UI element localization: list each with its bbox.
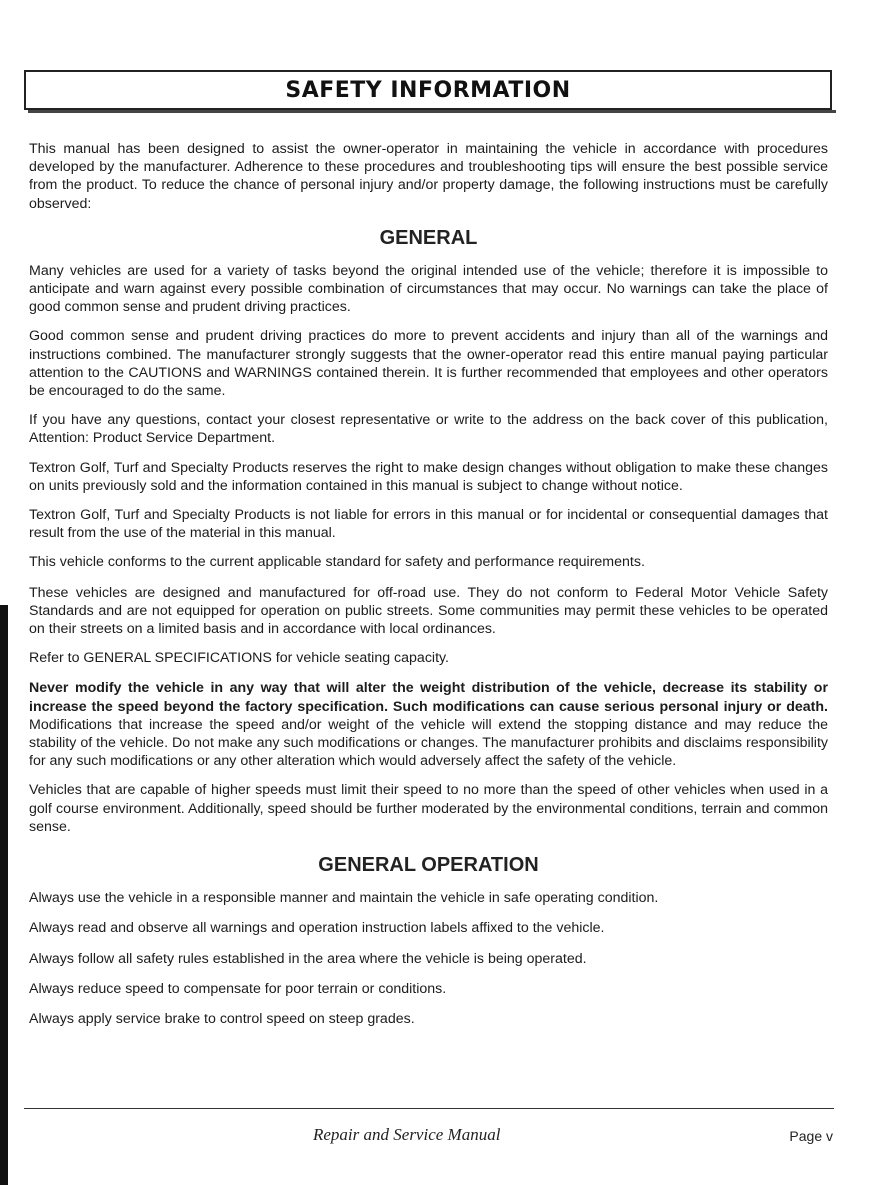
title-underline [28,110,836,113]
general-paragraph-3: If you have any questions, contact your closest representative or write to the address on the back cover of this publication, Attention: Product Service Department. [29,412,828,447]
general-paragraph-7: These vehicles are designed and manufactured for off-road use. They do not conform to Federal Motor Vehicle Safety Standards and are not equipped for operation on public streets. Some communities may permit these vehicles to be operated on their streets on a limited basis and in accordance with local ordinances. [29,584,828,638]
document-body [29,140,828,1040]
general-operation-heading: GENERAL OPERATION [318,854,539,877]
footer-rule [24,1108,834,1109]
footer-manual-title: Repair and Service Manual [313,1125,501,1144]
page-title-box [24,70,832,110]
general-paragraph-2: Good common sense and prudent driving practices do more to prevent accidents and injury than all of the warnings and instructions combined. The manufacturer strongly suggests that the owner-operator read this entire manual paying particular attention to the CAUTIONS and WARNINGS contained therein. It is further recommended that employees and other operators be encouraged to do the same. [29,328,828,400]
operation-item: Always use the vehicle in a responsible manner and maintain the vehicle in safe operating condition. [29,890,659,907]
general-heading: GENERAL [379,226,478,249]
scan-edge-bar [0,605,8,1185]
general-paragraph-10: Vehicles that are capable of higher speeds must limit their speed to no more than the speed of other vehicles when used in a golf course environment. Additionally, speed should be further moderated by the environmental conditions, terrain and common sense. [29,782,828,835]
modification-details: Modifications that increase the speed and/or weight of the vehicle will extend the stopping distance and may reduce the stability of the vehicle. Do not make any such modifications or changes. The manufacturer prohibits and disclaims responsibility for any such modifications or any other alteration which would adversely affect the safety of the vehicle. [29,716,828,770]
general-paragraph-8: Refer to GENERAL SPECIFICATIONS for vehicle seating capacity. [29,650,449,667]
general-paragraph-4: Textron Golf, Turf and Specialty Products reserves the right to make design changes without obligation to make these changes on units previously sold and the information contained in this manual is subject to change without notice. [29,459,828,494]
general-paragraph-9 [29,679,828,770]
operation-item: Always apply service brake to control speed on steep grades. [29,1010,415,1027]
operation-item: Always follow all safety rules established in the area where the vehicle is being operated. [29,950,587,967]
intro-paragraph: This manual has been designed to assist the owner-operator in maintaining the vehicle in accordance with procedures developed by the manufacturer. Adherence to these procedures and troubleshooting tips will ensure the best possible service from the product. To reduce the chance of personal injury and/or property damage, the following instructions must be carefully observed: [29,141,828,212]
footer-page-number: Page v [789,1128,833,1144]
page-title: SAFETY INFORMATION [285,77,571,103]
operation-item: Always reduce speed to compensate for poor terrain or conditions. [29,980,447,997]
operation-item: Always read and observe all warnings and operation instruction labels affixed to the vehicle. [29,920,605,937]
modification-warning: Never modify the vehicle in any way that will alter the weight distribution of the vehicle, decrease its stability or increase the speed beyond the factory specification. Such modifications can cause serious personal injury or death. [29,680,828,715]
general-paragraph-1: Many vehicles are used for a variety of tasks beyond the original intended use of the vehicle; therefore it is impossible to anticipate and warn against every possible combination of circumstances that may occur. No warnings can take the place of good common sense and prudent driving practices. [29,262,828,316]
general-paragraph-5: Textron Golf, Turf and Specialty Products is not liable for errors in this manual or for incidental or consequential damages that result from the use of the material in this manual. [29,507,828,542]
general-paragraph-6: This vehicle conforms to the current applicable standard for safety and performance requirements. [29,554,645,571]
